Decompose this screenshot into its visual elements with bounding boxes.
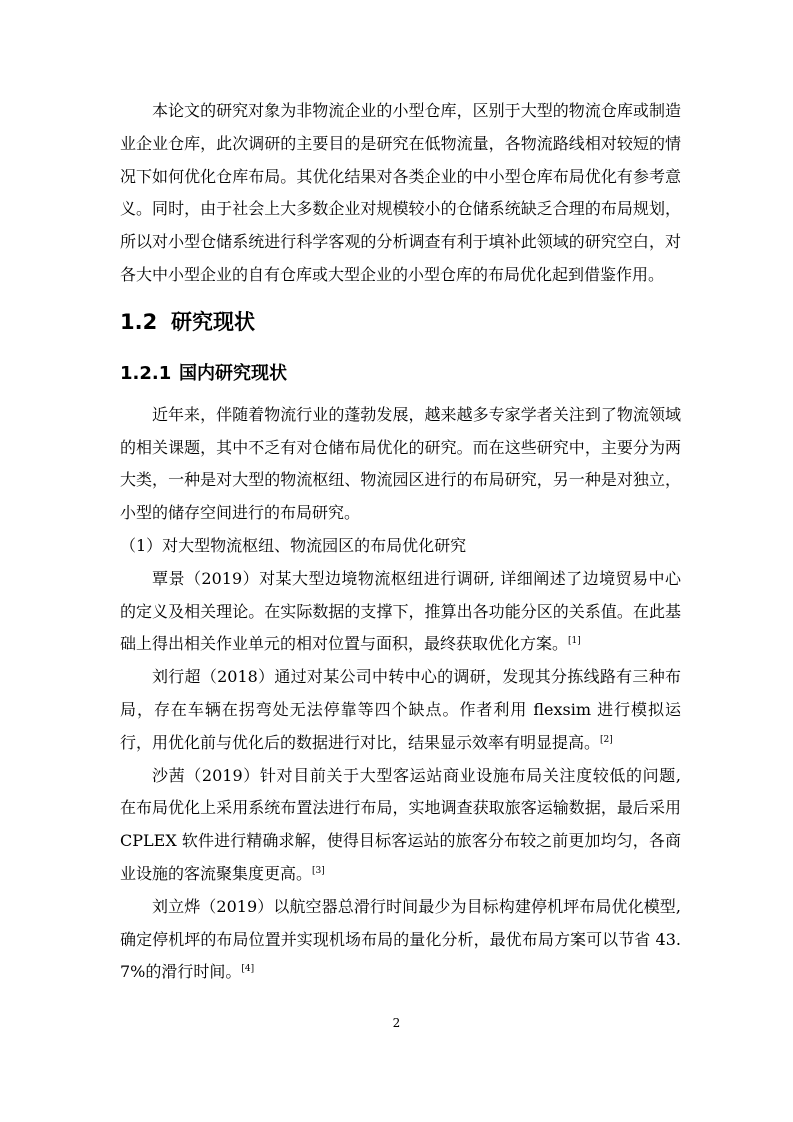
reference-paragraph-1 <box>120 563 681 661</box>
section-title: 研究现状 <box>171 309 255 334</box>
citation-1: [1] <box>568 636 581 647</box>
intro-paragraph: 本论文的研究对象为非物流企业的小型仓库，区别于大型的物流仓库或制造业企业仓库，此次调研的主要目的是研究在低物流量，各物流路线相对较短的情况下如何优化仓库布局。其优化结果对各类企业的中小型仓库布局优化有参考意义。同时，由于社会上大多数企业对规模较小的仓储系统缺乏合理的布局规划，所以对小型仓储系统进行科学客观的分析调查有利于填补此领域的研究空白，对各大中小型企业的自有仓库或大型企业的小型仓库的布局优化起到借鉴作用。 <box>120 101 681 284</box>
subsection-number: 1.2.1 <box>120 362 172 384</box>
reference-paragraph-4 <box>120 891 681 989</box>
citation-2: [2] <box>600 734 613 745</box>
citation-4: [4] <box>241 964 255 975</box>
reference-paragraph-2 <box>120 661 681 759</box>
reference-text-1: 覃景（2019）对某大型边境物流枢纽进行调研, 详细阐述了边境贸易中心的定义及相关理论。在实际数据的支撑下，推算出各功能分区的关系值。在此基础上得出相关作业单元的相对位置与面积，最终获取优化方案。 <box>120 568 681 654</box>
reference-text-2: 刘行超（2018）通过对某公司中转中心的调研，发现其分拣线路有三种布局，存在车辆在拐弯处无法停靠等四个缺点。作者利用 flexsim 进行模拟运行，用优化前与优化后的数据进行对比，结果显示效率有明显提高。 <box>120 667 681 752</box>
subsection-title: 国内研究现状 <box>179 362 287 384</box>
domestic-intro-paragraph: 近年来，伴随着物流行业的蓬勃发展，越来越多专家学者关注到了物流领域的相关课题，其中不乏有对仓储布局优化的研究。而在这些研究中，主要分为两大类，一种是对大型的物流枢纽、物流园区进行的布局研究，另一种是对独立，小型的储存空间进行的布局研究。 <box>120 404 681 523</box>
page-body <box>120 0 681 989</box>
reference-text-3: 沙茜（2019）针对目前关于大型客运站商业设施布局关注度较低的问题, 在布局优化上采用系统布置法进行布局，实地调查获取旅客运输数据，最后采用 CPLEX 软件进行精确求解，使得目标客运站的旅客分布较之前更加均匀，各商业设施的客流聚集度更高。 <box>120 765 681 883</box>
citation-3: [3] <box>312 865 325 876</box>
list-item-heading: （1）对大型物流枢纽、物流园区的布局优化研究 <box>120 535 467 555</box>
page-number: 2 <box>392 1016 401 1030</box>
subsection-heading <box>120 361 681 387</box>
section-number: 1.2 <box>120 309 158 334</box>
section-heading <box>120 308 681 336</box>
reference-text-4: 刘立烨（2019）以航空器总滑行时间最少为目标构建停机坪布局优化模型, 确定停机坪的布局位置并实现机场布局的量化分析，最优布局方案可以节省 43. 7%的滑行时间。 <box>120 896 681 982</box>
reference-paragraph-3 <box>120 760 681 891</box>
